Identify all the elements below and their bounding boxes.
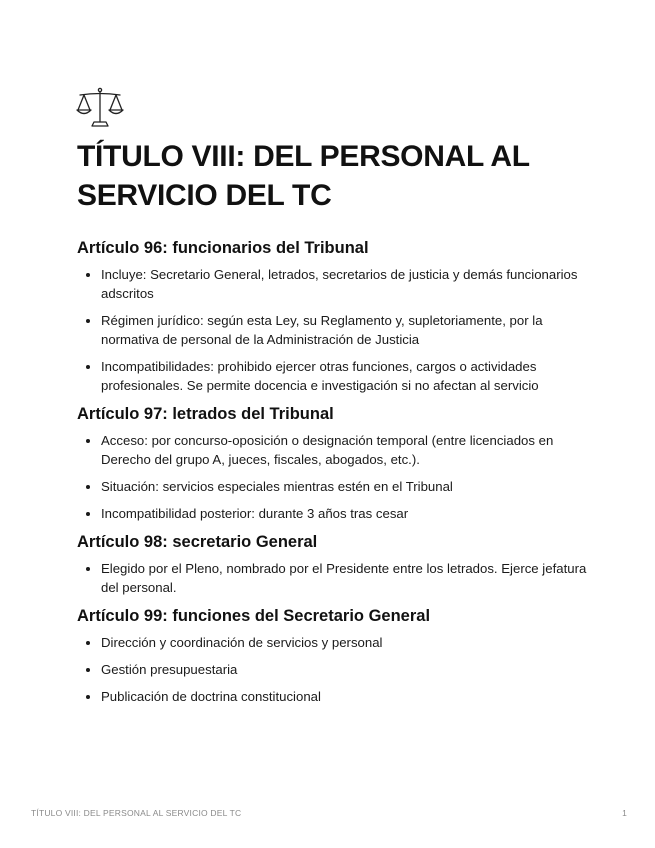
article-heading: Artículo 99: funciones del Secretario General (77, 607, 431, 625)
list-item: • Acceso: por concurso-oposición o designación temporal (entre licenciados en Derecho del grupo A, jueces, fiscales, abogados, etc.). (101, 431, 597, 469)
list-item: • Elegido por el Pleno, nombrado por el Presidente entre los letrados. Ejerce jefatura del personal. (101, 559, 597, 597)
article-list (77, 559, 597, 597)
article-list (77, 633, 597, 706)
article-heading: Artículo 98: secretario General (77, 533, 318, 551)
footer-title: TÍTULO VIII: DEL PERSONAL AL SERVICIO DEL TC (31, 808, 242, 818)
list-item: • Publicación de doctrina constitucional (101, 687, 597, 706)
page-title: TÍTULO VIII: DEL PERSONAL AL SERVICIO DEL TC (77, 140, 530, 212)
list-item: • Incompatibilidades: prohibido ejercer otras funciones, cargos o actividades profesionales. Se permite docencia e investigación si no afectan al servicio (101, 357, 597, 395)
document-body (77, 237, 597, 714)
list-item: • Incompatibilidad posterior: durante 3 años tras cesar (101, 504, 597, 523)
article-list (77, 431, 597, 523)
list-item: • Dirección y coordinación de servicios y personal (101, 633, 597, 652)
article-list (77, 265, 597, 395)
article-section (77, 403, 597, 523)
article-heading: Artículo 96: funcionarios del Tribunal (77, 239, 369, 257)
page-number: 1 (622, 808, 627, 818)
list-item: • Situación: servicios especiales mientras estén en el Tribunal (101, 477, 597, 496)
scales-icon (76, 86, 124, 130)
article-section (77, 531, 597, 597)
list-item: • Incluye: Secretario General, letrados, secretarios de justicia y demás funcionarios adscritos (101, 265, 597, 303)
article-heading: Artículo 97: letrados del Tribunal (77, 405, 334, 423)
article-section (77, 605, 597, 706)
article-section (77, 237, 597, 395)
list-item: • Gestión presupuestaria (101, 660, 597, 679)
list-item: • Régimen jurídico: según esta Ley, su Reglamento y, supletoriamente, por la normativa de personal de la Administración de Justicia (101, 311, 597, 349)
